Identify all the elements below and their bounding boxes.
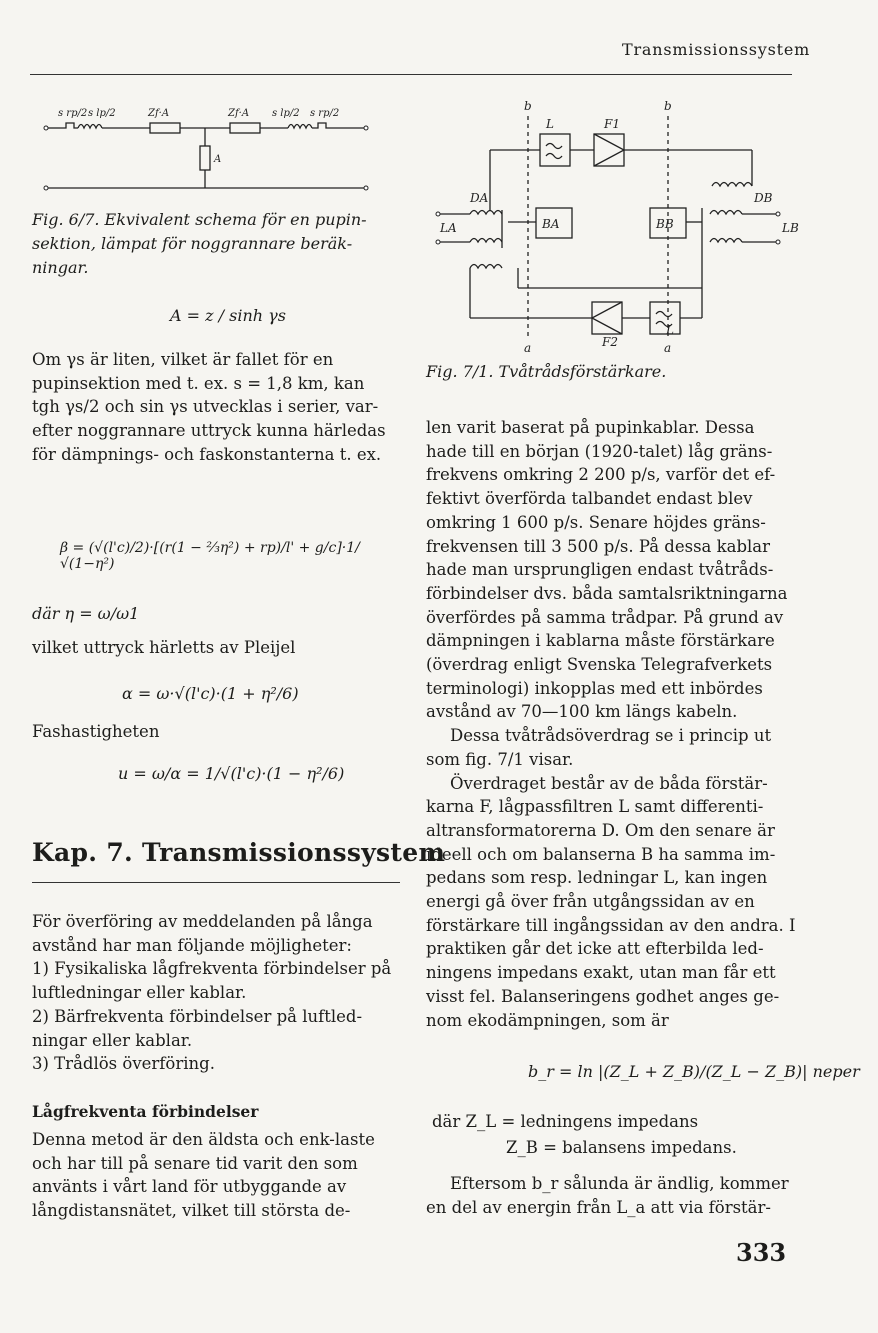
fig7-label: L <box>546 117 554 131</box>
fig7-label: b <box>664 99 672 113</box>
fig7-label: BB <box>656 217 674 231</box>
equation-A: A = z / sinh γs <box>170 306 286 325</box>
fig-7-1-caption: Fig. 7/1. Tvåtrådsförstärkare. <box>426 362 667 381</box>
fig-6-7-caption: Fig. 6/7. Ekvivalent schema för en pupin-sektion, lämpat för noggrannare beräk-ningar. <box>32 210 367 277</box>
chapter-heading: Kap. 7. Transmissionssystem <box>32 838 446 867</box>
fig-6-7-circuit <box>40 98 380 196</box>
equation-alpha: α = ω·√(l'c)·(1 + η²/6) <box>122 684 299 703</box>
fig7-label: DB <box>754 191 773 205</box>
fig7-label: LB <box>782 221 799 235</box>
fig6-label: s rp/2 <box>58 108 88 119</box>
fig7-label: L <box>666 323 674 337</box>
subheading: Lågfrekventa förbindelser <box>32 1102 259 1121</box>
fig6-label: Zf·A <box>148 108 170 119</box>
lf-paragraph: Denna metod är den äldsta och enk-laste och har till på senare tid varit den som använts i vårt land för utbyggande av långdistansnätet, vilket till största de- <box>32 1130 375 1221</box>
fig6-label: A <box>214 154 222 165</box>
fig7-label: LA <box>440 221 457 235</box>
fig7-label: DA <box>470 191 489 205</box>
equation-eta: där η = ω/ω1 <box>32 604 140 623</box>
fig7-label: a <box>524 341 532 355</box>
right-column <box>426 416 800 1032</box>
equation-beta: β = (√(l'c)/2)·[(r(1 − ⅔η²) + rp)/l' + g/c]·1/√(1−η²) <box>60 540 360 572</box>
equation-u: u = ω/α = 1/√(l'c)·(1 − η²/6) <box>118 764 345 783</box>
left-paragraph-1: Om γs är liten, vilket är fallet för en pupinsektion med t. ex. s = 1,8 km, kan tgh γs/2 och sin γs utvecklas i serier, var-efter noggrannare uttryck kunna härledas för dämpnings- och faskonstanterna t. ex. <box>32 350 386 464</box>
fig6-label: Zf·A <box>228 108 250 119</box>
left-paragraph-3: Fashastigheten <box>32 722 160 741</box>
running-head: Transmissionssystem <box>622 40 811 59</box>
right-paragraph-4: Eftersom b_r sålunda är ändlig, kommer en del av energin från L_a att via förstär- <box>426 1174 789 1217</box>
definition-ZB: Z_B = balansens impedans. <box>506 1138 737 1157</box>
option-item: 3) Trådlös överföring. <box>32 1054 215 1074</box>
right-paragraph-2: Dessa tvåtrådsöverdrag se i princip ut som fig. 7/1 visar. <box>426 726 772 769</box>
fig6-label: s lp/2 <box>88 108 116 119</box>
option-item: 2) Bärfrekventa förbindelser på luftled-ningar eller kablar. <box>32 1006 363 1050</box>
left-paragraph-2: vilket uttryck härletts av Pleijel <box>32 638 296 657</box>
fig6-label: s lp/2 <box>272 108 300 119</box>
right-paragraph-1: len varit baserat på pupinkablar. Dessa hade till en början (1920-talet) låg gräns-frekvens omkring 2 200 p/s, varför det ef-fektivt överförda talbandet endast blev omkring 1 600 p/s. Senare höjdes gräns-frekvensen till 3 500 p/s. På dessa kablar hade man ursprungligen endast tvåtråds-förbindelser dvs. båda samtalsriktningarna överfördes på samma trådpar. På grund av dämpningen i kablarna måste förstärkare (överdrag enligt Svenska Telegrafverkets terminologi) inkopplas med ett inbördes avstånd av 70—100 km längs kabeln. <box>426 418 788 722</box>
page-number: 333 <box>736 1238 787 1267</box>
fig7-label: F1 <box>604 117 620 131</box>
fig-7-1-circuit <box>432 98 812 356</box>
definition-ZL: där Z_L = ledningens impedans <box>432 1112 699 1131</box>
header-rule <box>30 74 792 75</box>
intro-paragraph: För överföring av meddelanden på långa avstånd har man följande möjligheter: <box>32 912 373 955</box>
option-item: 1) Fysikaliska lågfrekventa förbindelser på luftledningar eller kablar. <box>32 959 392 1003</box>
fig7-label: b <box>524 99 532 113</box>
fig7-label: a <box>664 341 672 355</box>
right-paragraph-3: Överdraget består av de båda förstär-karna F, lågpassfiltren L samt differenti-altransformatorerna D. Om den senare är ideell och om balanserna B ha samma im-pedans som resp. ledningar L, kan ingen energi gå över från utgångssidan av en förstärkare till ingångssidan av den andra. I praktiken går det icke att efterbilda led-ningens impedans exakt, utan man får ett visst fel. Balanseringens godhet anges ge-nom ekodämpningen, som är <box>426 773 796 1030</box>
fig6-label: s rp/2 <box>310 108 340 119</box>
chapter-rule <box>32 882 400 883</box>
left-column-intro <box>32 910 400 1076</box>
fig7-label: F2 <box>602 335 618 349</box>
equation-br: b_r = ln |(Z_L + Z_B)/(Z_L − Z_B)| neper <box>528 1062 860 1081</box>
fig7-label: BA <box>542 217 560 231</box>
